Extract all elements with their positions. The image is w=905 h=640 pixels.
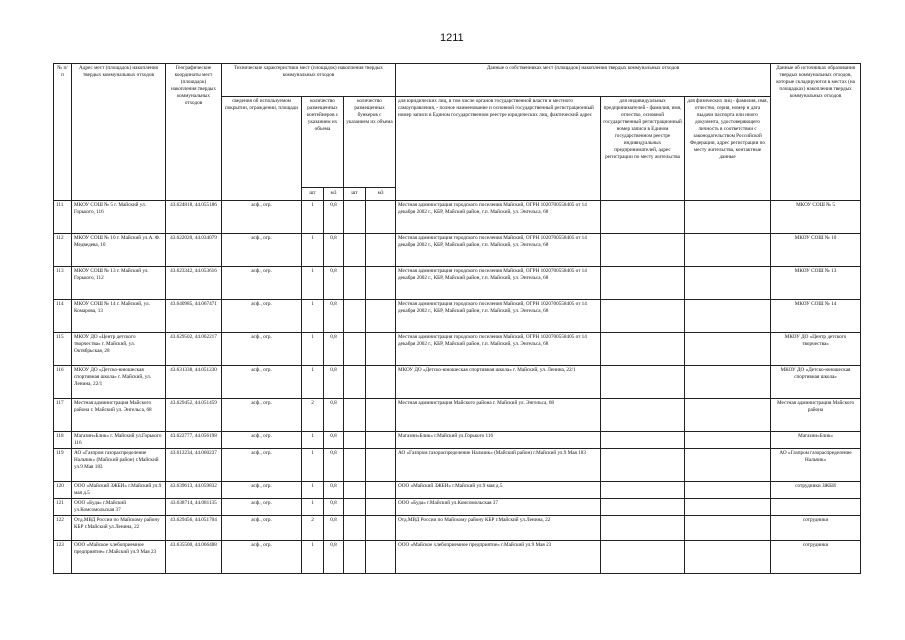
row-source: Местная администрация Майского района [771, 399, 861, 432]
row-ip-owner [601, 432, 685, 449]
row-container-volume: 0,8 [324, 333, 344, 366]
row-bunker-volume [366, 333, 396, 366]
row-address: МКОУ ДО «Детско-юношеская спортивная школа» г. Майский, ул. Ленина, 22/1 [72, 366, 166, 399]
row-container-count: 1 [302, 234, 324, 267]
row-number: 122 [54, 516, 72, 541]
row-address: Магазин«Блик» г. Майский ул.Горького 116 [72, 432, 166, 449]
row-bunker-count [344, 482, 366, 499]
row-phys-owner [685, 499, 771, 516]
row-bunker-volume [366, 300, 396, 333]
row-address: АО «Газпром газораспределение Нальчик» (Майский район) г.Майский ул.9 Мая 183 [72, 449, 166, 482]
row-coords: 43.629502, 44.062217 [166, 333, 222, 366]
row-container-count: 1 [302, 267, 324, 300]
row-phys-owner [685, 333, 771, 366]
row-source [771, 499, 861, 516]
row-container-volume: 0,8 [324, 366, 344, 399]
row-legal-owner: Местная администрация городского поселения Майский, ОГРН 1020700558405 от 14 декабря 2002 г., КБР, Майский район, г.п. Майский, ул. Энгельса, 68 [396, 201, 601, 234]
row-number: 111 [54, 201, 72, 234]
row-container-count: 1 [302, 449, 324, 482]
header-row-1 [54, 64, 861, 97]
row-bunker-count [344, 541, 366, 574]
row-bunker-count [344, 516, 366, 541]
row-legal-owner: МКОУ ДО «Детско-юношеская спортивная школа» г. Майский, ул. Ленина, 22/1 [396, 366, 601, 399]
table-row [54, 234, 861, 267]
row-phys-owner [685, 432, 771, 449]
header-address: Адрес мест (площадок) накопления твердых коммунальных отходов [72, 64, 166, 201]
row-bunker-count [344, 234, 366, 267]
row-legal-owner: ООО «Майский ЗЖБИ» г.Майский ул.9 мая д.5 [396, 482, 601, 499]
row-phys-owner [685, 399, 771, 432]
row-bunker-volume [366, 267, 396, 300]
row-coords: 43.623342, 44.053616 [166, 267, 222, 300]
table-row [54, 366, 861, 399]
row-address: МКОУ СОШ № 13 г. Майский ул. Горького, 112 [72, 267, 166, 300]
row-legal-owner: Отд.МВД России по Майскому району КБР г.Майский ул.Ленина, 22 [396, 516, 601, 541]
row-legal-owner: ООО «Майское хлебоприемное предприятие» г.Майский ул.9 Мая 23 [396, 541, 601, 574]
row-coords: 43.640985, 44.067471 [166, 300, 222, 333]
row-surface: асф., огр. [222, 482, 302, 499]
row-number: 112 [54, 234, 72, 267]
row-ip-owner [601, 234, 685, 267]
row-legal-owner: Местная администрация городского поселения Майский, ОГРН 1020700558405 от 14 декабря 2002 г., КБР, Майский район, г.п. Майский, ул. Энгельса, 68 [396, 300, 601, 333]
row-source: сотрудники [771, 541, 861, 574]
row-container-count: 1 [302, 333, 324, 366]
row-ip-owner [601, 366, 685, 399]
row-bunker-volume [366, 499, 396, 516]
row-phys-owner [685, 482, 771, 499]
row-container-count: 1 [302, 499, 324, 516]
row-container-volume: 0,8 [324, 499, 344, 516]
row-bunker-volume [366, 399, 396, 432]
row-coords: 43.631338, 44.051230 [166, 366, 222, 399]
row-legal-owner: АО «Газпром газораспределение Нальчик» (Майский район) г.Майский ул.9 Мая 183 [396, 449, 601, 482]
row-number: 113 [54, 267, 72, 300]
row-bunker-volume [366, 432, 396, 449]
header-phys: для физических лиц - фамилия, имя, отчество, серия, номер и дата выдачи паспорта или иного документа, удостоверяющего личность в соответствии с законодательством Российской Федерации, адрес регистрации по месту жительства, контактные данные [685, 97, 771, 201]
row-container-volume: 0,8 [324, 516, 344, 541]
row-legal-owner: Местная администрация городского поселения Майский, ОГРН 1020700558405 от 14 декабря 2002 г., КБР, Майский район, г.п. Майский, ул. Энгельса, 68 [396, 333, 601, 366]
table-row [54, 201, 861, 234]
row-coords: 43.639613, 44.059832 [166, 482, 222, 499]
row-bunker-volume [366, 482, 396, 499]
row-phys-owner [685, 516, 771, 541]
row-container-count: 1 [302, 482, 324, 499]
table-row [54, 449, 861, 482]
page-number: 1211 [440, 32, 464, 44]
row-container-count: 1 [302, 366, 324, 399]
row-address: МКОУ СОШ № 10 г. Майский ул.А. Ф. Медведева, 10 [72, 234, 166, 267]
row-container-volume: 0,8 [324, 541, 344, 574]
header-unit-bunkers-m3: м3 [366, 188, 396, 201]
row-bunker-volume [366, 516, 396, 541]
row-ip-owner [601, 499, 685, 516]
row-surface: асф., огр. [222, 541, 302, 574]
row-phys-owner [685, 234, 771, 267]
row-bunker-volume [366, 234, 396, 267]
row-coords: 43.622777, 44.056198 [166, 432, 222, 449]
row-legal-owner: Магазин«Блик» г.Майский ул.Горького 116 [396, 432, 601, 449]
row-phys-owner [685, 201, 771, 234]
row-number: 116 [54, 366, 72, 399]
row-ip-owner [601, 201, 685, 234]
row-address: ООО «Буда» г.Майский ул.Комсомольская 37 [72, 499, 166, 516]
row-surface: асф., огр. [222, 499, 302, 516]
row-bunker-count [344, 432, 366, 449]
header-unit-containers-sht: шт [302, 188, 324, 201]
row-container-count: 1 [302, 300, 324, 333]
table-row [54, 300, 861, 333]
row-number: 121 [54, 499, 72, 516]
row-phys-owner [685, 267, 771, 300]
row-bunker-count [344, 267, 366, 300]
row-legal-owner: Местная администрация городского поселения Майский, ОГРН 1020700558405 от 14 декабря 2002 г., КБР, Майский район, г.п. Майский, ул. Энгельса, 68 [396, 234, 601, 267]
header-legal: для юридических лиц, в том числе органов государственной власти и местного самоуправления, - полное наименование и основной государственный регистрационный номер записи в Едином государственном реестре юридических лиц, фактический адрес [396, 97, 601, 201]
row-ip-owner [601, 333, 685, 366]
row-source: сотрудники [771, 516, 861, 541]
row-surface: асф., огр. [222, 366, 302, 399]
row-container-count: 1 [302, 201, 324, 234]
row-bunker-volume [366, 366, 396, 399]
table-body [54, 201, 861, 574]
row-container-volume: 0,8 [324, 482, 344, 499]
row-source: МКОУ СОШ № 13 [771, 267, 861, 300]
row-coords: 43.629456, 44.051704 [166, 516, 222, 541]
row-address: ООО «Майский ЗЖБИ» г.Майский ул.9 мая д.5 [72, 482, 166, 499]
row-legal-owner: Местная администрация городского поселения Майский, ОГРН 1020700558405 от 14 декабря 2002 г., КБР, Майский район, г.п. Майский, ул. Энгельса, 68 [396, 267, 601, 300]
row-container-volume: 0,8 [324, 267, 344, 300]
row-surface: асф., огр. [222, 333, 302, 366]
row-phys-owner [685, 449, 771, 482]
row-source: МКОУ СОШ № 10 [771, 234, 861, 267]
row-ip-owner [601, 399, 685, 432]
row-address: МКОУ СОШ № 14 г. Майский, ул. Комарова, 13 [72, 300, 166, 333]
row-bunker-volume [366, 201, 396, 234]
row-bunker-volume [366, 449, 396, 482]
row-phys-owner [685, 300, 771, 333]
row-ip-owner [601, 449, 685, 482]
row-ip-owner [601, 300, 685, 333]
header-num: № п/п [54, 64, 72, 201]
row-container-volume: 0,8 [324, 300, 344, 333]
row-container-count: 2 [302, 399, 324, 432]
row-source: Магазин«Блик» [771, 432, 861, 449]
header-coords: Географические координаты мест (площадок) накопления твердых коммунальных отходов [166, 64, 222, 201]
row-address: Местная администрация Майского района г. Майский ул. Энгельса, 68 [72, 399, 166, 432]
header-surface: сведения об используемом покрытии, ограждении, площади [222, 97, 302, 201]
table-row [54, 516, 861, 541]
row-coords: 43.612234, 44.060237 [166, 449, 222, 482]
table-row [54, 333, 861, 366]
row-number: 118 [54, 432, 72, 449]
row-phys-owner [685, 541, 771, 574]
row-container-count: 1 [302, 541, 324, 574]
header-sources: Данные об источниках образования твердых коммунальных отходов, которые складируются в местах (на площадках) накопления твердых коммунальных отходов [771, 64, 861, 201]
row-bunker-volume [366, 541, 396, 574]
row-surface: асф., огр. [222, 267, 302, 300]
row-container-volume: 0,8 [324, 449, 344, 482]
row-coords: 43.622020, 44.034079 [166, 234, 222, 267]
row-legal-owner: ООО «Буда» г.Майский ул.Комсомольская 37 [396, 499, 601, 516]
row-number: 120 [54, 482, 72, 499]
row-surface: асф., огр. [222, 201, 302, 234]
row-ip-owner [601, 516, 685, 541]
header-ip: для индивидуальных предпринимателей - фамилия, имя, отчество, основной государственный регистрационный номер записи в Едином государственном реестре индивидуальных предпринимателей, адрес регистрации по месту жительства [601, 97, 685, 201]
row-surface: асф., огр. [222, 516, 302, 541]
table-row [54, 499, 861, 516]
table-row [54, 399, 861, 432]
waste-sites-table [53, 63, 861, 574]
row-ip-owner [601, 541, 685, 574]
row-container-count: 2 [302, 516, 324, 541]
row-bunker-count [344, 201, 366, 234]
header-unit-bunkers-sht: шт [344, 188, 366, 201]
row-coords: 43.635500, 44.066488 [166, 541, 222, 574]
header-tech: Технические характеристики мест (площадок) накопления твердых коммунальных отходов [222, 64, 396, 97]
row-address: ООО «Майское хлебоприемное предприятие» г.Майский ул.9 Мая 23 [72, 541, 166, 574]
row-container-volume: 0,8 [324, 399, 344, 432]
row-bunker-count [344, 499, 366, 516]
row-bunker-count [344, 449, 366, 482]
row-number: 123 [54, 541, 72, 574]
row-bunker-count [344, 399, 366, 432]
row-coords: 43.629452, 44.051459 [166, 399, 222, 432]
row-number: 119 [54, 449, 72, 482]
row-source: МКОУ СОШ № 14 [771, 300, 861, 333]
row-source: МКОУ СОШ № 5 [771, 201, 861, 234]
table-row [54, 432, 861, 449]
header-unit-containers-m3: м3 [324, 188, 344, 201]
row-address: МКОУ ДО «Центр детского творчества» г. Майский, ул. Октябрьская, 28 [72, 333, 166, 366]
row-phys-owner [685, 366, 771, 399]
table-row [54, 267, 861, 300]
row-container-volume: 0,8 [324, 234, 344, 267]
row-surface: асф., огр. [222, 399, 302, 432]
row-surface: асф., огр. [222, 234, 302, 267]
table-row [54, 541, 861, 574]
row-bunker-count [344, 300, 366, 333]
row-source: МКОУ ДО «Детско-юношеская спортивная школа» [771, 366, 861, 399]
header-owners: Данные о собственниках мест (площадок) накопления твердых коммунальных отходов [396, 64, 771, 97]
row-source: сотрудники ЗЖБИ [771, 482, 861, 499]
row-source: МКОУ ДО «Центр детского творчества» [771, 333, 861, 366]
row-bunker-count [344, 333, 366, 366]
table-row [54, 482, 861, 499]
row-legal-owner: Местная администрация Майского района г. Майский ул. Энгельса, 68 [396, 399, 601, 432]
row-number: 117 [54, 399, 72, 432]
row-address: Отд.МВД России по Майскому району КБР г.Майский ул.Ленина, 22 [72, 516, 166, 541]
row-container-volume: 0,8 [324, 432, 344, 449]
row-source: АО «Газпром газораспределение Нальчик» [771, 449, 861, 482]
row-ip-owner [601, 482, 685, 499]
row-number: 115 [54, 333, 72, 366]
row-address: МКОУ СОШ № 5 г. Майский ул. Горького, 116 [72, 201, 166, 234]
row-bunker-count [344, 366, 366, 399]
row-container-count: 1 [302, 432, 324, 449]
row-container-volume: 0,8 [324, 201, 344, 234]
header-containers: количество размещенных контейнеров с указанием их объема [302, 97, 344, 188]
row-surface: асф., огр. [222, 449, 302, 482]
row-coords: 43.638714, 44.081135 [166, 499, 222, 516]
row-number: 114 [54, 300, 72, 333]
row-ip-owner [601, 267, 685, 300]
row-surface: асф., огр. [222, 432, 302, 449]
row-surface: асф., огр. [222, 300, 302, 333]
row-coords: 43.624818, 44.055186 [166, 201, 222, 234]
header-bunkers: количество размещенных бункеров с указанием их объема [344, 97, 396, 188]
